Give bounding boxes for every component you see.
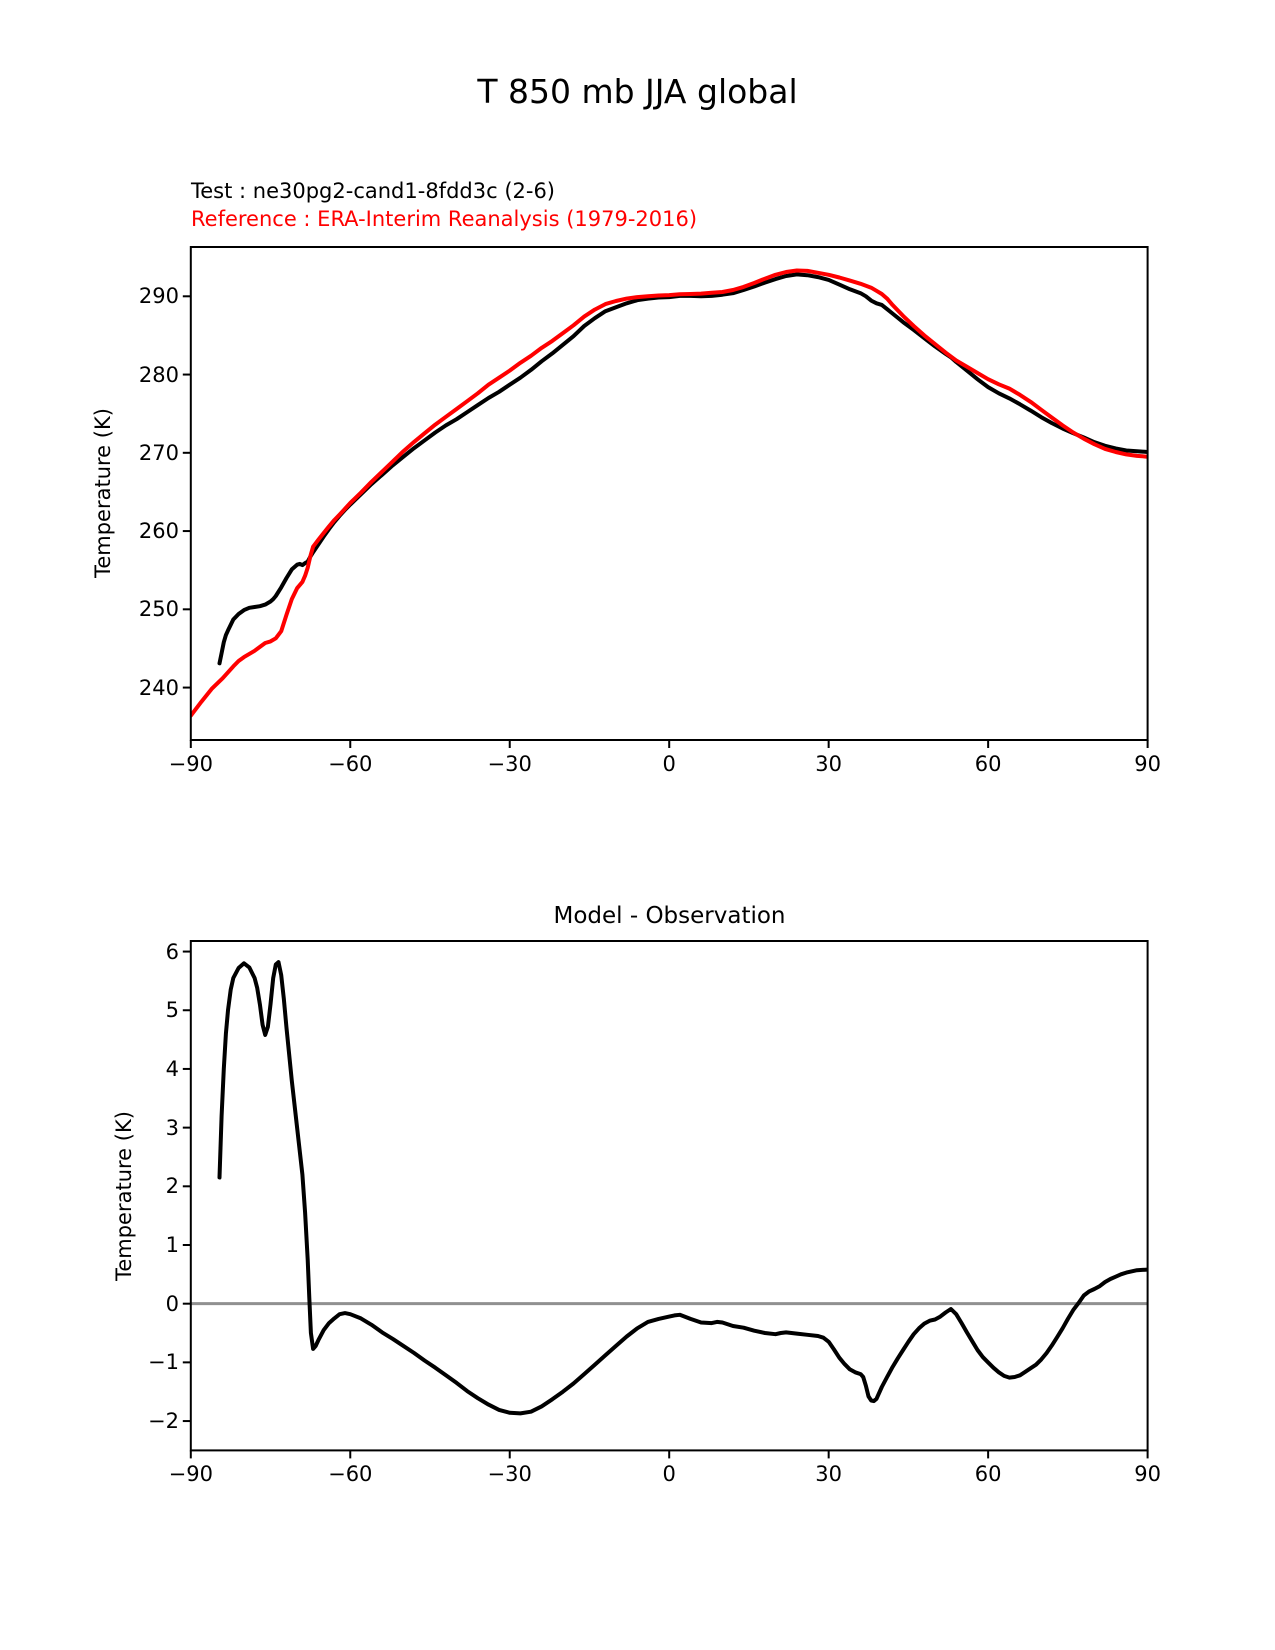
temperature-y-tick-label: 250	[138, 597, 179, 622]
difference-y-tick-label: 4	[165, 1056, 179, 1081]
temperature-series-line-0	[220, 274, 1148, 663]
temperature-y-axis-label: Temperature (K)	[91, 408, 115, 578]
temperature-x-tick-label: 30	[815, 752, 843, 776]
temperature-y-tick-label: 270	[138, 440, 179, 465]
temperature-x-tick-label: −30	[487, 752, 532, 776]
difference-x-tick-label: −60	[328, 1462, 373, 1486]
legend-test-label: Test : ne30pg2-cand1-8fdd3c (2-6)	[191, 179, 556, 203]
temperature-axes-frame	[191, 247, 1148, 740]
difference-chart-title: Model - Observation	[553, 903, 786, 929]
difference-y-tick-label: 3	[165, 1115, 179, 1140]
difference-y-tick-label: 5	[165, 998, 179, 1023]
difference-y-tick-label: −1	[148, 1350, 179, 1375]
temperature-y-tick-label: 260	[138, 519, 179, 544]
difference-x-tick-label: −30	[487, 1462, 532, 1486]
difference-y-axis-label: Temperature (K)	[112, 1111, 136, 1281]
difference-x-tick-label: −90	[168, 1462, 213, 1486]
difference-x-tick-label: 0	[662, 1462, 676, 1486]
temperature-y-tick-label: 240	[138, 675, 179, 700]
difference-x-tick-label: 60	[974, 1462, 1002, 1486]
difference-y-tick-label: 6	[165, 939, 179, 964]
temperature-series-line-1	[191, 271, 1148, 716]
difference-x-tick-label: 90	[1134, 1462, 1161, 1486]
temperature-x-tick-label: 90	[1134, 752, 1161, 776]
temperature-y-tick-label: 280	[138, 362, 179, 387]
temperature-x-tick-label: −90	[168, 752, 213, 776]
temperature-x-tick-label: 0	[662, 752, 676, 776]
difference-y-tick-label: 0	[165, 1291, 179, 1316]
difference-y-tick-label: −2	[148, 1409, 179, 1434]
temperature-y-tick-label: 290	[138, 284, 179, 309]
difference-series-line-0	[220, 962, 1148, 1413]
difference-y-tick-label: 2	[165, 1174, 179, 1199]
temperature-x-tick-label: −60	[328, 752, 373, 776]
temperature-x-tick-label: 60	[974, 752, 1002, 776]
figure-title: T 850 mb JJA global	[477, 72, 798, 111]
difference-x-tick-label: 30	[815, 1462, 843, 1486]
difference-y-tick-label: 1	[165, 1232, 179, 1257]
legend-reference-label: Reference : ERA-Interim Reanalysis (1979-2016)	[191, 207, 698, 231]
